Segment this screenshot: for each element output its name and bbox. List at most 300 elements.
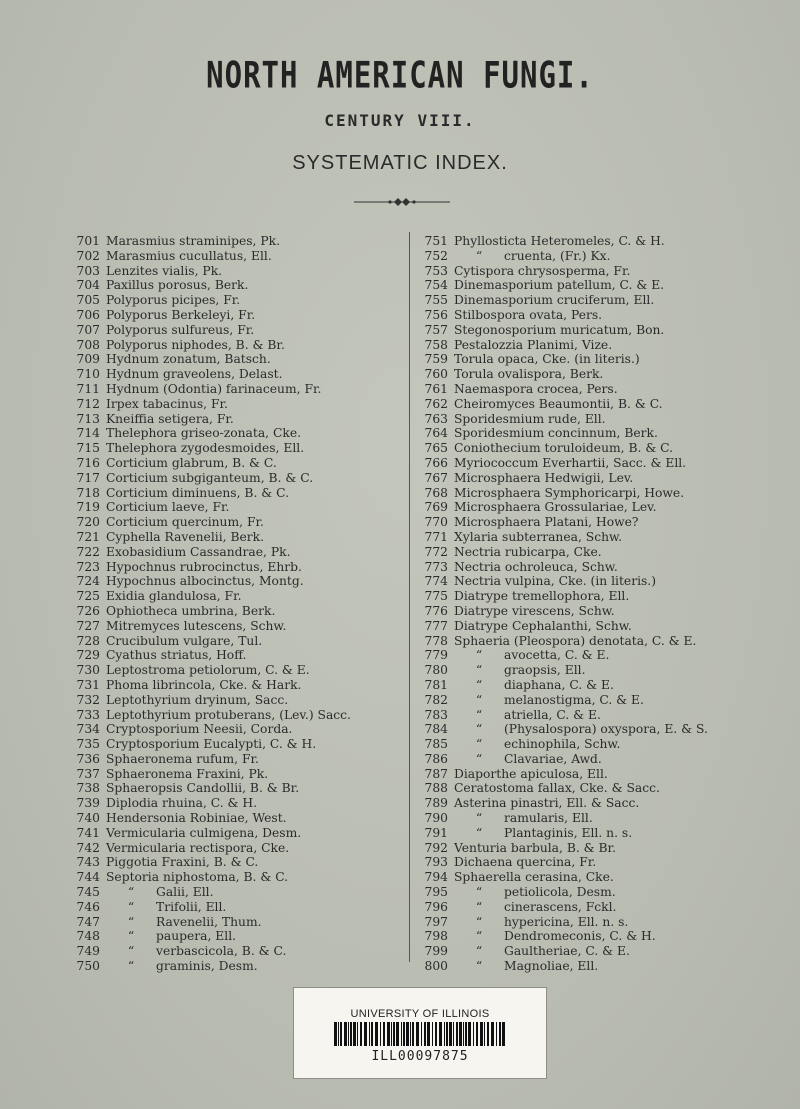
entry-number: 797 (424, 914, 448, 929)
entry-number: 772 (424, 544, 448, 559)
entry-species: Exidia glandulosa, Fr. (106, 589, 242, 604)
entry-number: 720 (76, 515, 100, 530)
entry-species: Microsphaera Hedwigii, Lev. (454, 470, 634, 485)
entry-number: 771 (424, 529, 448, 544)
barcode-bar (465, 1022, 467, 1046)
entry-species: Cyphella Ravenelii, Berk. (106, 529, 264, 544)
index-entry (418, 767, 788, 782)
entry-number: 738 (76, 781, 100, 796)
index-entry (418, 737, 788, 752)
barcode-bar (360, 1022, 362, 1046)
index-entry (70, 944, 400, 959)
entry-number: 733 (76, 707, 100, 722)
entry-number: 775 (424, 589, 448, 604)
index-entry (418, 412, 788, 427)
entry-number: 746 (76, 899, 100, 914)
index-entry (70, 560, 400, 575)
entry-number: 765 (424, 441, 448, 456)
entry-species: Thelephora griseo-zonata, Cke. (106, 426, 302, 441)
entry-species: Ophiotheca umbrina, Berk. (106, 603, 276, 618)
entry-species: Microsphaera Symphoricarpi, Howe. (454, 485, 685, 500)
entry-species: Ravenelii, Thum. (156, 914, 262, 929)
entry-species: hypericina, Ell. n. s. (504, 914, 629, 929)
barcode-bar (499, 1022, 501, 1046)
index-entry (70, 722, 400, 737)
entry-species: Microsphaera Grossulariae, Lev. (454, 500, 657, 515)
barcode-bar (383, 1022, 385, 1046)
entry-species: Septoria niphostoma, B. & C. (106, 870, 289, 885)
index-entry (418, 397, 788, 412)
barcode-bar (403, 1022, 405, 1046)
index-entry (418, 826, 788, 841)
index-entry (70, 397, 400, 412)
index-entry (70, 545, 400, 560)
entry-number: 763 (424, 411, 448, 426)
entry-species: Phyllosticta Heteromeles, C. & H. (454, 234, 665, 248)
entry-number: 723 (76, 559, 100, 574)
index-entry (70, 426, 400, 441)
entry-species: Diatrype virescens, Schw. (454, 603, 615, 618)
entry-species: Venturia barbula, B. & Br. (454, 840, 616, 855)
entry-number: 712 (76, 396, 100, 411)
entry-species: atriella, C. & E. (504, 707, 601, 722)
barcode-bar (344, 1022, 347, 1046)
entry-species: Naemaspora crocea, Pers. (454, 381, 618, 396)
entry-species: Paxillus porosus, Berk. (106, 278, 249, 293)
barcode-bar (393, 1022, 395, 1046)
barcode-bar (449, 1022, 452, 1046)
entry-number: 740 (76, 811, 100, 826)
ditto-mark: “ (475, 959, 483, 974)
entry-number: 713 (76, 411, 100, 426)
entry-species: Leptothyrium protuberans, (Lev.) Sacc. (106, 707, 351, 722)
entry-species: graopsis, Ell. (504, 663, 586, 678)
entry-species: Sporidesmium concinnum, Berk. (454, 426, 658, 441)
entry-species: Phoma librincola, Cke. & Hark. (106, 677, 302, 692)
barcode-bar (473, 1022, 474, 1046)
index-entry (70, 663, 400, 678)
index-entry (70, 708, 400, 723)
entry-number: 794 (424, 870, 448, 885)
index-entry (70, 589, 400, 604)
entry-species: Marasmius straminipes, Pk. (106, 234, 280, 248)
entry-number: 736 (76, 751, 100, 766)
entry-number: 737 (76, 766, 100, 781)
entry-species: Sphaeronema Fraxini, Pk. (106, 766, 269, 781)
entry-species: Kneiffia setigera, Fr. (106, 411, 234, 426)
institution-name: UNIVERSITY OF ILLINOIS (350, 1008, 490, 1020)
barcode-icon (334, 1022, 506, 1046)
entry-species: Dinemasporium cruciferum, Ell. (454, 293, 655, 308)
entry-species: Hydnum zonatum, Batsch. (106, 352, 271, 367)
barcode-bar (427, 1022, 430, 1046)
barcode-bar (334, 1022, 337, 1046)
entry-species: Dendromeconis, C. & H. (504, 929, 656, 944)
ditto-mark: “ (475, 825, 483, 840)
index-entry (418, 885, 788, 900)
entry-species: Sphaerella cerasina, Cke. (454, 870, 614, 885)
index-entry (418, 338, 788, 353)
index-entry (418, 441, 788, 456)
entry-number: 779 (424, 648, 448, 663)
entry-number: 721 (76, 529, 100, 544)
ditto-mark: “ (475, 248, 483, 263)
entry-number: 800 (424, 959, 448, 974)
entry-number: 709 (76, 352, 100, 367)
barcode-bar (350, 1022, 352, 1046)
entry-species: Dichaena quercina, Fr. (454, 855, 597, 870)
barcode-bar (444, 1022, 445, 1046)
entry-species: Galii, Ell. (156, 885, 214, 900)
ditto-mark: “ (127, 885, 135, 900)
index-entry (70, 796, 400, 811)
entry-species: (Physalospora) oxyspora, E. & S. (504, 722, 708, 737)
barcode-bar (412, 1022, 414, 1046)
entry-species: Stilbospora ovata, Pers. (454, 307, 603, 322)
entry-species: Vermicularia culmigena, Desm. (106, 825, 302, 840)
entry-species: Sporidesmium rude, Ell. (454, 411, 606, 426)
ditto-mark: “ (475, 737, 483, 752)
entry-number: 761 (424, 381, 448, 396)
column-divider (409, 232, 410, 962)
index-column-right (418, 234, 788, 974)
ornament-divider-icon (352, 196, 452, 208)
index-entry (418, 323, 788, 338)
barcode-bar (480, 1022, 483, 1046)
index-entry (418, 900, 788, 915)
barcode-bar (391, 1022, 392, 1046)
barcode-bar (375, 1022, 378, 1046)
barcode-bar (401, 1022, 402, 1046)
index-entry (418, 264, 788, 279)
entry-species: Corticium quercinum, Fr. (106, 515, 264, 530)
index-entry (418, 915, 788, 930)
entry-species: Corticium diminuens, B. & C. (106, 485, 290, 500)
barcode-bar (371, 1022, 373, 1046)
ditto-mark: “ (475, 677, 483, 692)
index-entry (418, 308, 788, 323)
entry-species: Piggotia Fraxini, B. & C. (106, 855, 259, 870)
entry-species: cinerascens, Fckl. (504, 899, 617, 914)
ditto-mark: “ (475, 707, 483, 722)
entry-number: 770 (424, 515, 448, 530)
barcode-bar (338, 1022, 339, 1046)
index-entry (70, 441, 400, 456)
entry-number: 783 (424, 707, 448, 722)
entry-number: 776 (424, 603, 448, 618)
index-entry (418, 486, 788, 501)
ditto-mark: “ (475, 663, 483, 678)
century-subtitle: CENTURY VIII. (324, 111, 476, 130)
index-entry (418, 382, 788, 397)
index-entry (418, 648, 788, 663)
entry-species: Cyathus striatus, Hoff. (106, 648, 247, 663)
index-entry (70, 959, 400, 974)
ditto-mark: “ (475, 929, 483, 944)
entry-number: 795 (424, 885, 448, 900)
index-entry (70, 471, 400, 486)
index-entry (418, 796, 788, 811)
entry-number: 760 (424, 367, 448, 382)
entry-species: Thelephora zygodesmoides, Ell. (106, 441, 305, 456)
entry-number: 750 (76, 959, 100, 974)
index-entry (70, 752, 400, 767)
ditto-mark: “ (475, 648, 483, 663)
barcode-bar (353, 1022, 356, 1046)
entry-number: 792 (424, 840, 448, 855)
index-entry (70, 249, 400, 264)
barcode-label (293, 987, 547, 1079)
index-entry (70, 382, 400, 397)
index-entry (418, 678, 788, 693)
ditto-mark: “ (127, 914, 135, 929)
entry-number: 769 (424, 500, 448, 515)
index-entry (418, 619, 788, 634)
entry-species: diaphana, C. & E. (504, 677, 614, 692)
index-entry (70, 323, 400, 338)
entry-species: Torula opaca, Cke. (in literis.) (454, 352, 640, 367)
barcode-bar (435, 1022, 437, 1046)
entry-species: Corticium subgiganteum, B. & C. (106, 470, 314, 485)
entry-number: 727 (76, 618, 100, 633)
entry-number: 751 (424, 234, 448, 248)
entry-number: 703 (76, 263, 100, 278)
entry-species: Cheiromyces Beaumontii, B. & C. (454, 396, 663, 411)
entry-number: 714 (76, 426, 100, 441)
entry-number: 706 (76, 307, 100, 322)
entry-species: Cryptosporium Eucalypti, C. & H. (106, 737, 317, 752)
entry-number: 780 (424, 663, 448, 678)
entry-species: Polyporus niphodes, B. & Br. (106, 337, 285, 352)
barcode-bar (484, 1022, 485, 1046)
barcode-bar (456, 1022, 458, 1046)
index-entry (418, 811, 788, 826)
entry-number: 759 (424, 352, 448, 367)
index-title: SYSTEMATIC INDEX. (292, 152, 508, 174)
entry-species: Xylaria subterranea, Schw. (454, 529, 622, 544)
barcode-bar (487, 1022, 489, 1046)
entry-number: 756 (424, 307, 448, 322)
entry-number: 752 (424, 248, 448, 263)
entry-species: echinophila, Schw. (504, 737, 621, 752)
index-column-left (70, 234, 400, 974)
entry-species: avocetta, C. & E. (504, 648, 610, 663)
entry-number: 755 (424, 293, 448, 308)
index-entry (70, 811, 400, 826)
entry-species: Corticium laeve, Fr. (106, 500, 230, 515)
index-entry (418, 234, 788, 249)
entry-species: Leptostroma petiolorum, C. & E. (106, 663, 310, 678)
entry-species: Trifolii, Ell. (156, 899, 227, 914)
entry-number: 799 (424, 944, 448, 959)
entry-number: 743 (76, 855, 100, 870)
entry-species: Sphaeropsis Candollii, B. & Br. (106, 781, 300, 796)
entry-species: Dinemasporium patellum, C. & E. (454, 278, 665, 293)
index-entry (70, 264, 400, 279)
entry-species: Plantaginis, Ell. n. s. (504, 825, 633, 840)
entry-species: Pestalozzia Planimi, Vize. (454, 337, 613, 352)
index-entry (70, 678, 400, 693)
entry-number: 730 (76, 663, 100, 678)
barcode-bar (396, 1022, 399, 1046)
index-entry (70, 855, 400, 870)
entry-species: Leptothyrium dryinum, Sacc. (106, 692, 289, 707)
barcode-bar (421, 1022, 422, 1046)
index-entry (70, 648, 400, 663)
entry-species: verbascicola, B. & C. (156, 944, 287, 959)
barcode-bar (491, 1022, 494, 1046)
barcode-bar (416, 1022, 419, 1046)
entry-number: 701 (76, 234, 100, 248)
barcode-bar (387, 1022, 390, 1046)
barcode-bar (432, 1022, 433, 1046)
index-entry (70, 308, 400, 323)
barcode-bar (459, 1022, 462, 1046)
barcode-bar (364, 1022, 367, 1046)
entry-number: 773 (424, 559, 448, 574)
index-entry (418, 515, 788, 530)
index-entry (70, 870, 400, 885)
index-entry (70, 530, 400, 545)
entry-number: 722 (76, 544, 100, 559)
index-entry (70, 767, 400, 782)
entry-species: Myriococcum Everhartii, Sacc. & Ell. (454, 455, 687, 470)
entry-species: paupera, Ell. (156, 929, 237, 944)
entry-number: 790 (424, 811, 448, 826)
entry-number: 782 (424, 692, 448, 707)
index-entry (70, 900, 400, 915)
entry-number: 735 (76, 737, 100, 752)
ditto-mark: “ (127, 929, 135, 944)
index-entry (418, 604, 788, 619)
entry-number: 789 (424, 796, 448, 811)
ditto-mark: “ (127, 944, 135, 959)
index-entry (70, 634, 400, 649)
page-title: NORTH AMERICAN FUNGI. (206, 53, 594, 97)
index-entry (418, 634, 788, 649)
ditto-mark: “ (475, 811, 483, 826)
index-entry (70, 841, 400, 856)
entry-species: ramularis, Ell. (504, 811, 593, 826)
entry-number: 708 (76, 337, 100, 352)
entry-species: petiolicola, Desm. (504, 885, 616, 900)
barcode-bar (446, 1022, 448, 1046)
barcode-bar (502, 1022, 505, 1046)
entry-species: Cryptosporium Neesii, Corda. (106, 722, 293, 737)
entry-number: 739 (76, 796, 100, 811)
entry-number: 785 (424, 737, 448, 752)
index-entry (418, 249, 788, 264)
index-entry (418, 944, 788, 959)
barcode-bar (369, 1022, 370, 1046)
entry-species: Coniothecium toruloideum, B. & C. (454, 441, 674, 456)
entry-number: 707 (76, 322, 100, 337)
entry-number: 719 (76, 500, 100, 515)
entry-number: 757 (424, 322, 448, 337)
barcode-bar (406, 1022, 409, 1046)
entry-number: 734 (76, 722, 100, 737)
entry-species: Corticium glabrum, B. & C. (106, 455, 277, 470)
index-entry (418, 500, 788, 515)
entry-species: Exobasidium Cassandrae, Pk. (106, 544, 291, 559)
ditto-mark: “ (127, 899, 135, 914)
entry-species: Hypochnus albocinctus, Montg. (106, 574, 304, 589)
index-entry (418, 781, 788, 796)
entry-species: Hydnum graveolens, Delast. (106, 367, 283, 382)
index-entry (70, 500, 400, 515)
index-entry (70, 352, 400, 367)
index-entry (418, 929, 788, 944)
index-entry (418, 278, 788, 293)
entry-number: 702 (76, 248, 100, 263)
entry-species: Cytispora chrysosperma, Fr. (454, 263, 631, 278)
entry-species: graminis, Desm. (156, 959, 258, 974)
entry-number: 744 (76, 870, 100, 885)
entry-species: Diaporthe apiculosa, Ell. (454, 766, 608, 781)
index-entry (70, 412, 400, 427)
index-entry (418, 663, 788, 678)
entry-number: 764 (424, 426, 448, 441)
entry-number: 766 (424, 455, 448, 470)
index-entry (418, 530, 788, 545)
ditto-mark: “ (475, 914, 483, 929)
entry-species: Marasmius cucullatus, Ell. (106, 248, 272, 263)
ditto-mark: “ (475, 751, 483, 766)
ditto-mark: “ (475, 885, 483, 900)
index-entry (418, 574, 788, 589)
index-entry (70, 293, 400, 308)
entry-number: 758 (424, 337, 448, 352)
entry-number: 711 (76, 381, 100, 396)
index-entry (418, 752, 788, 767)
index-entry (418, 841, 788, 856)
barcode-bar (424, 1022, 426, 1046)
index-entry (70, 915, 400, 930)
index-entry (418, 560, 788, 575)
barcode-bar (468, 1022, 471, 1046)
ditto-mark: “ (127, 959, 135, 974)
entry-species: Torula ovalispora, Berk. (454, 367, 604, 382)
entry-species: Hendersonia Robiniae, West. (106, 811, 287, 826)
entry-number: 753 (424, 263, 448, 278)
entry-number: 742 (76, 840, 100, 855)
entry-species: Hypochnus rubrocinctus, Ehrb. (106, 559, 302, 574)
ditto-mark: “ (475, 692, 483, 707)
entry-number: 705 (76, 293, 100, 308)
entry-species: Vermicularia rectispora, Cke. (106, 840, 290, 855)
barcode-bar (348, 1022, 349, 1046)
entry-number: 767 (424, 470, 448, 485)
entry-species: Nectria vulpina, Cke. (in literis.) (454, 574, 657, 589)
index-entry (70, 604, 400, 619)
entry-number: 725 (76, 589, 100, 604)
entry-number: 778 (424, 633, 448, 648)
entry-number: 717 (76, 470, 100, 485)
entry-species: Gaultheriae, C. & E. (504, 944, 630, 959)
index-entry (418, 471, 788, 486)
index-entry (418, 589, 788, 604)
entry-number: 768 (424, 485, 448, 500)
index-entry (70, 619, 400, 634)
entry-species: Diatrype Cephalanthi, Schw. (454, 618, 632, 633)
entry-number: 718 (76, 485, 100, 500)
index-entry (418, 959, 788, 974)
entry-species: Clavariae, Awd. (504, 751, 602, 766)
barcode-bar (439, 1022, 442, 1046)
entry-species: Irpex tabacinus, Fr. (106, 396, 228, 411)
entry-number: 724 (76, 574, 100, 589)
entry-number: 793 (424, 855, 448, 870)
